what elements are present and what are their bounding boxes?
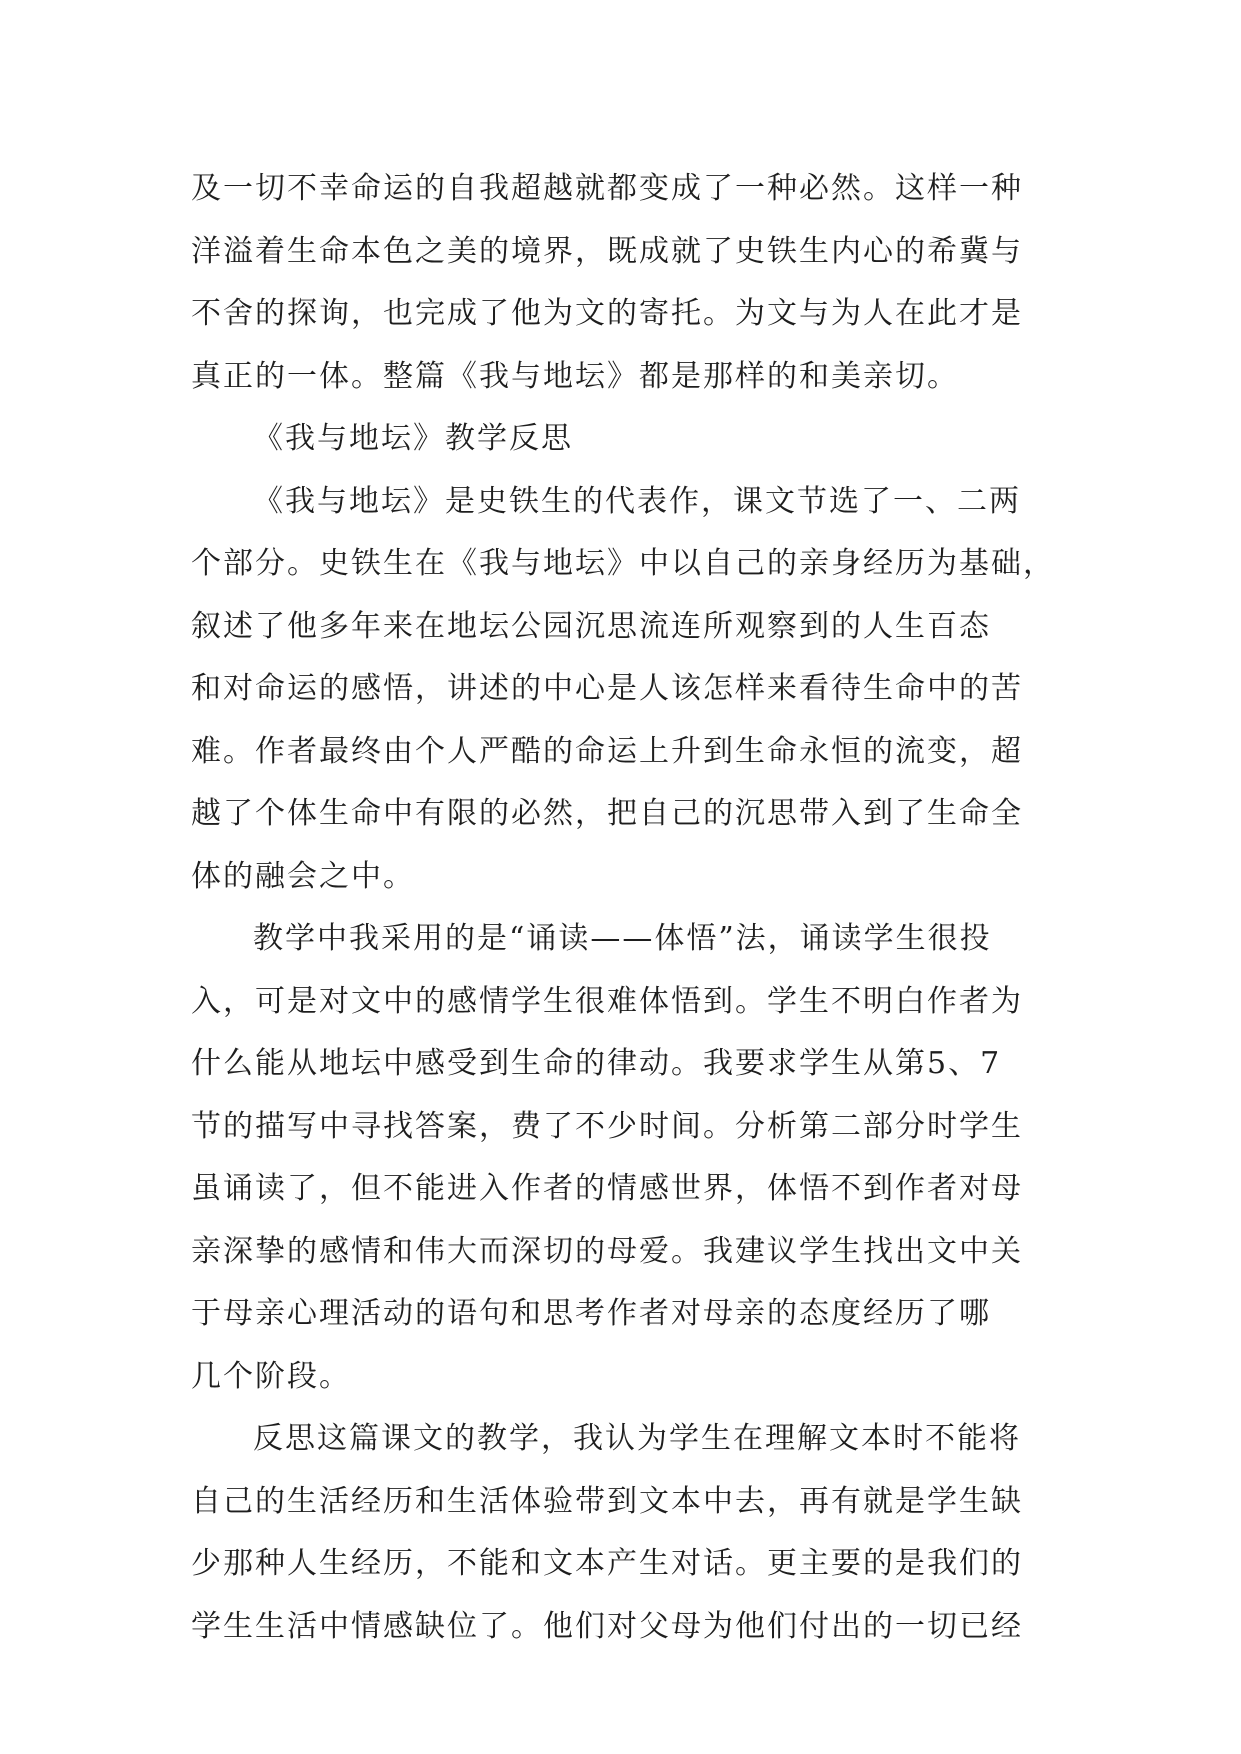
text-line: 真正的一体。整篇《我与地坛》都是那样的和美亲切。: [191, 358, 959, 394]
text-line: 体的融会之中。: [191, 858, 415, 894]
text-line: 个部分。史铁生在《我与地坛》中以自己的亲身经历为基础，: [191, 546, 1055, 581]
text-line: 少那种人生经历，不能和文本产生对话。更主要的是我们的: [191, 1546, 1023, 1581]
text-line: 及一切不幸命运的自我超越就都变成了一种必然。这样一种: [191, 171, 1023, 206]
text-line: 亲深挚的感情和伟大而深切的母爱。我建议学生找出文中关: [191, 1233, 1023, 1269]
text-line: 叙述了他多年来在地坛公园沉思流连所观察到的人生百态: [191, 608, 991, 644]
text-line: 不舍的探询，也完成了他为文的寄托。为文与为人在此才是: [191, 296, 1023, 331]
text-line: 越了个体生命中有限的必然，把自己的沉思带入到了生命全: [191, 796, 1023, 831]
paragraph-1: [191, 471, 1061, 909]
continuation-paragraph: [191, 158, 1061, 408]
text-line: 自己的生活经历和生活体验带到文本中去，再有就是学生缺: [191, 1483, 1023, 1519]
text-line: 难。作者最终由个人严酷的命运上升到生命永恒的流变，超: [191, 733, 1023, 769]
text-line: 学生生活中情感缺位了。他们对父母为他们付出的一切已经: [191, 1608, 1023, 1644]
text-line: 和对命运的感悟，讲述的中心是人该怎样来看待生命中的苦: [191, 671, 1023, 706]
text-line: 于母亲心理活动的语句和思考作者对母亲的态度经历了哪: [191, 1296, 991, 1331]
text-line: 教学中我采用的是“诵读——体悟”法，诵读学生很投: [253, 921, 992, 956]
text-line: 《我与地坛》是史铁生的代表作，课文节选了一、二两: [253, 483, 1021, 519]
text-line: 反思这篇课文的教学，我认为学生在理解文本时不能将: [253, 1421, 1021, 1456]
section-heading: 《我与地坛》教学反思: [253, 421, 573, 456]
document-page: [191, 158, 1061, 1658]
text-line: 洋溢着生命本色之美的境界，既成就了史铁生内心的希冀与: [191, 233, 1023, 269]
paragraph-3: [191, 1408, 1061, 1658]
text-line: 节的描写中寻找答案，费了不少时间。分析第二部分时学生: [191, 1108, 1023, 1144]
text-line: 入，可是对文中的感情学生很难体悟到。学生不明白作者为: [191, 983, 1023, 1019]
text-line: 几个阶段。: [191, 1358, 351, 1394]
text-line: 虽诵读了，但不能进入作者的情感世界，体悟不到作者对母: [191, 1171, 1023, 1206]
text-line: 什么能从地坛中感受到生命的律动。我要求学生从第5、7: [191, 1046, 1002, 1081]
paragraph-2: [191, 908, 1061, 1408]
